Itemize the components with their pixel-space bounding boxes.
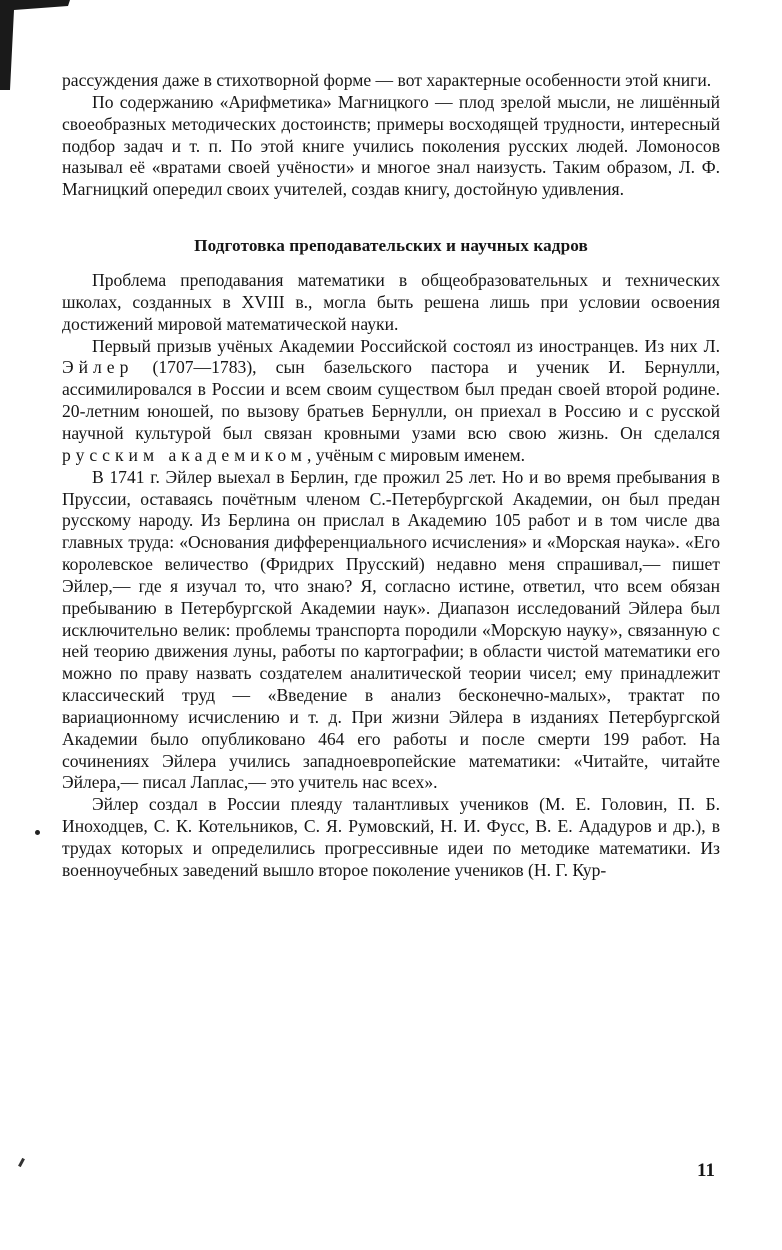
text-run: Первый призыв учёных Академии Российской состоял из иностранцев. Из них Л. bbox=[92, 335, 720, 356]
paragraph-continuation: рассуждения даже в стихотворной форме — вот характерные особенности этой книги. bbox=[62, 70, 712, 90]
page-number: 11 bbox=[697, 1160, 715, 1181]
paragraph-euler-arrival bbox=[62, 336, 720, 467]
spaced-phrase-russian-academician: русским академиком bbox=[62, 444, 307, 465]
spaced-name-euler: Эйлер bbox=[62, 357, 134, 378]
text-run: , учёным с мировым именем. bbox=[306, 444, 526, 465]
scan-corner-mark bbox=[0, 0, 70, 90]
paragraph-euler-berlin: В 1741 г. Эйлер выехал в Берлин, где прожил 25 лет. Но и во время пребывания в Пруссии, оставаясь почётным членом С.-Петербургской Академии, он был предан русскому народу. Из Берлина он прислал в Академию 105 работ и в том числе два главных труда: «Основания дифференциального исчисления» и «Морская наука». «Его королевское величество (Фридрих Прусский) недавно меня спрашивал,— пишет Эйлер,— где я изучал то, что знаю? Я, согласно истине, ответил, что всем обязан пребыванию в Петербургской Академии наук». Диапазон исследований Эйлера был исключительно велик: проблемы транспорта породили «Морскую науку», связанную с ней теорию движения луны, работы по картографии; в области чистой математики его можно по праву назвать создателем аналитической теории чисел; ему принадлежит классический труд — «Введение в анализ бесконечно-малых», трактат по вариационному исчислению и т. д. При жизни Эйлера в изданиях Петербургской Академии было опубликовано 464 его работы и после смерти 199 работ. На сочинениях Эйлера учились западноевропейские математики: «Читайте, читайте Эйлера,— писал Лаплас,— это учитель нас всех». bbox=[62, 466, 720, 793]
paragraph-teaching-problem: Проблема преподавания математики в общеобразовательных и технических школах, созданных в XVIII в., могла быть решена лишь при условии освоения достижений мировой математической науки. bbox=[62, 270, 720, 334]
margin-tick-mark bbox=[18, 1158, 25, 1167]
text-run: (1707—1783), сын базельского пастора и ученик И. Бернулли, ассимилировался в России и всем своим существом был предан своей второй родине. 20-летним юношей, по вызову братьев Бернулли, он приехал в Россию и с русской научной культурой был связан кровными узами всю свою жизнь. Он сделался bbox=[62, 357, 720, 443]
margin-dot-mark bbox=[35, 830, 40, 835]
paragraph-arithmetic-content: По содержанию «Арифметика» Магницкого — плод зрелой мысли, не лишённый своеобразных методических достоинств; примеры восходящей трудности, интересный подбор задач и т. п. По этой книге учились поколения русских людей. Ломоносов называл её «вратами своей учёности» и многое знал наизусть. Таким образом, Л. Ф. Магницкий опередил своих учителей, создав книгу, достойную удивления. bbox=[62, 91, 720, 200]
book-page-text bbox=[62, 70, 720, 882]
section-title: Подготовка преподавательских и научных кадров bbox=[194, 236, 588, 256]
paragraph-euler-students: Эйлер создал в России плеяду талантливых учеников (М. Е. Головин, П. Б. Иноходцев, С. К. Котельников, С. Я. Румовский, Н. И. Фусс, В. Е. Ададуров и др.), в трудах которых и определились прогрессивные идеи по методике математики. Из военноучебных заведений вышло второе поколение учеников (Н. Г. Кур- bbox=[62, 794, 720, 880]
